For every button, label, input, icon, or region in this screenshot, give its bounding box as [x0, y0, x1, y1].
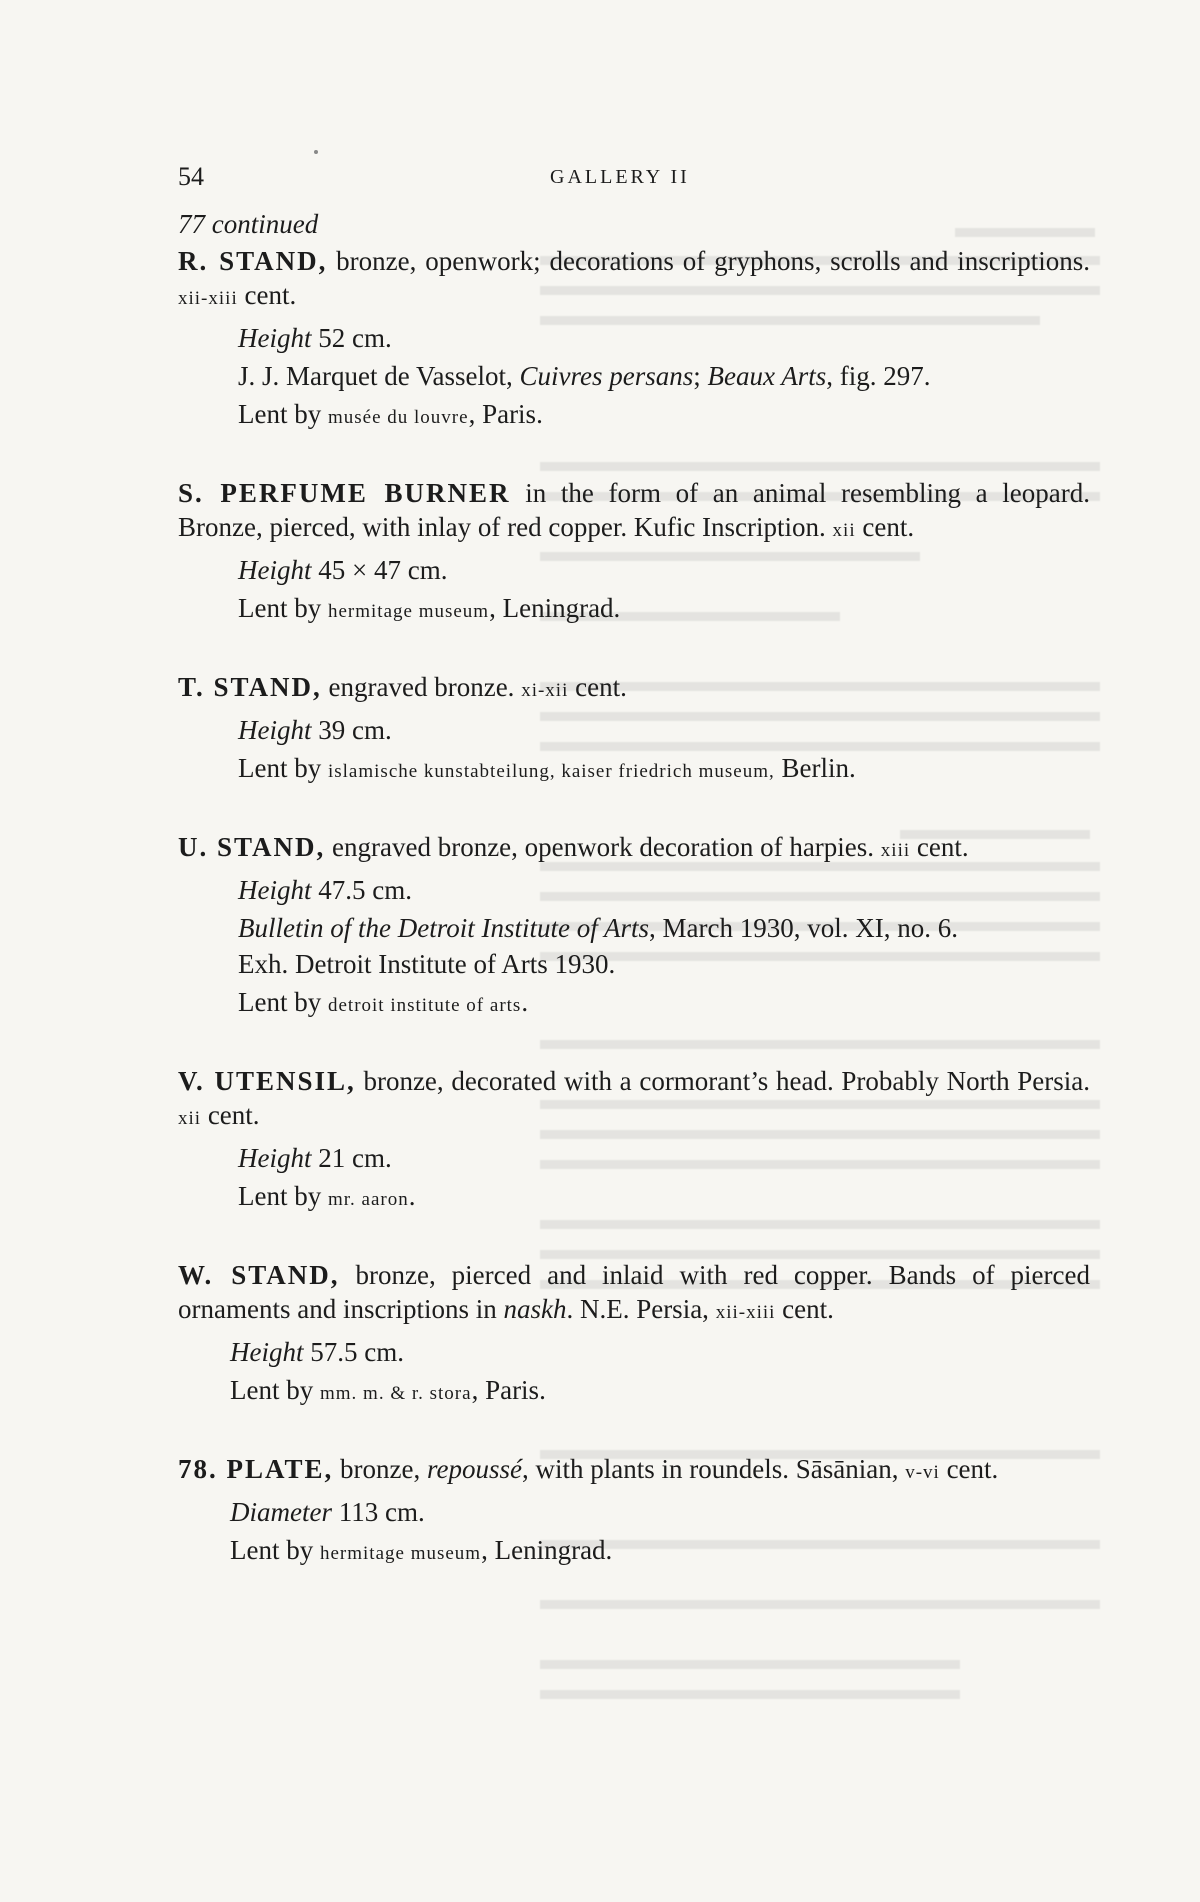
entry-description: W. STAND, bronze, pierced and inlaid with red copper. Bands of pierced ornaments and inscriptions in naskh. N.E. Persia, xii-xiii cent.: [178, 1260, 1090, 1324]
entry-height: Height 21 cm.: [238, 1143, 392, 1173]
entry-reference: Bulletin of the Detroit Institute of Arts, March 1930, vol. XI, no. 6.: [238, 913, 958, 943]
entry-description: T. STAND, engraved bronze. xi-xii cent.: [178, 672, 627, 702]
entry-description: V. UTENSIL, bronze, decorated with a cormorant’s head. Probably North Persia. xii cent.: [178, 1066, 1090, 1130]
entry-lender: Lent by hermitage museum, Leningrad.: [230, 1535, 613, 1565]
entries-list: [178, 206, 1090, 1612]
entry-reference: J. J. Marquet de Vasselot, Cuivres persans; Beaux Arts, fig. 297.: [238, 361, 931, 391]
entry-label: U. STAND,: [178, 832, 326, 862]
entry-s: [178, 476, 1090, 630]
entry-height: Height 45 × 47 cm.: [238, 555, 448, 585]
entry-lender: Lent by musée du louvre, Paris.: [238, 399, 543, 429]
entry-diameter: Diameter 113 cm.: [230, 1497, 425, 1527]
entry-78: [178, 1452, 1090, 1572]
entry-lender: Lent by islamische kunstabteilung, kaiser friedrich museum, Berlin.: [238, 753, 856, 783]
page-number: 54: [178, 162, 204, 191]
ink-speck: [314, 150, 318, 154]
entry-label: W. STAND,: [178, 1260, 340, 1290]
entry-label: V. UTENSIL,: [178, 1066, 356, 1096]
entry-w: [178, 1258, 1090, 1412]
entry-t: [178, 670, 1090, 790]
gallery-heading: GALLERY II: [550, 166, 690, 188]
entry-r: [178, 244, 1090, 436]
entry-height: Height 39 cm.: [238, 715, 392, 745]
entry-label: R. STAND,: [178, 246, 328, 276]
entry-label: T. STAND,: [178, 672, 322, 702]
entry-description: 78. PLATE, bronze, repoussé, with plants in roundels. Sāsānian, v-vi cent.: [178, 1454, 999, 1484]
entry-height: Height 47.5 cm.: [238, 875, 412, 905]
entry-lender: Lent by mm. m. & r. stora, Paris.: [230, 1375, 546, 1405]
entry-u: [178, 830, 1090, 1024]
entry-height: Height 52 cm.: [238, 323, 392, 353]
entry-exhibition: Exh. Detroit Institute of Arts 1930.: [238, 949, 616, 979]
entry-height: Height 57.5 cm.: [230, 1337, 404, 1367]
entry-lender: Lent by hermitage museum, Leningrad.: [238, 593, 621, 623]
entry-description: S. PERFUME BURNER in the form of an animal resembling a leopard. Bronze, pierced, with inlay of red copper. Kufic Inscription. xii cent.: [178, 478, 1090, 542]
entry-lender: Lent by mr. aaron.: [238, 1181, 416, 1211]
entry-v: [178, 1064, 1090, 1218]
entry-description: U. STAND, engraved bronze, openwork decoration of harpies. xiii cent.: [178, 832, 969, 862]
entry-label: S. PERFUME BURNER: [178, 478, 511, 508]
entry-label: 78. PLATE,: [178, 1454, 334, 1484]
running-head: [178, 162, 1090, 198]
continued-note: 77 continued: [178, 209, 319, 239]
entry-lender: Lent by detroit institute of arts.: [238, 987, 529, 1017]
entry-description: R. STAND, bronze, openwork; decorations of gryphons, scrolls and inscriptions. xii-xiii cent.: [178, 246, 1090, 310]
